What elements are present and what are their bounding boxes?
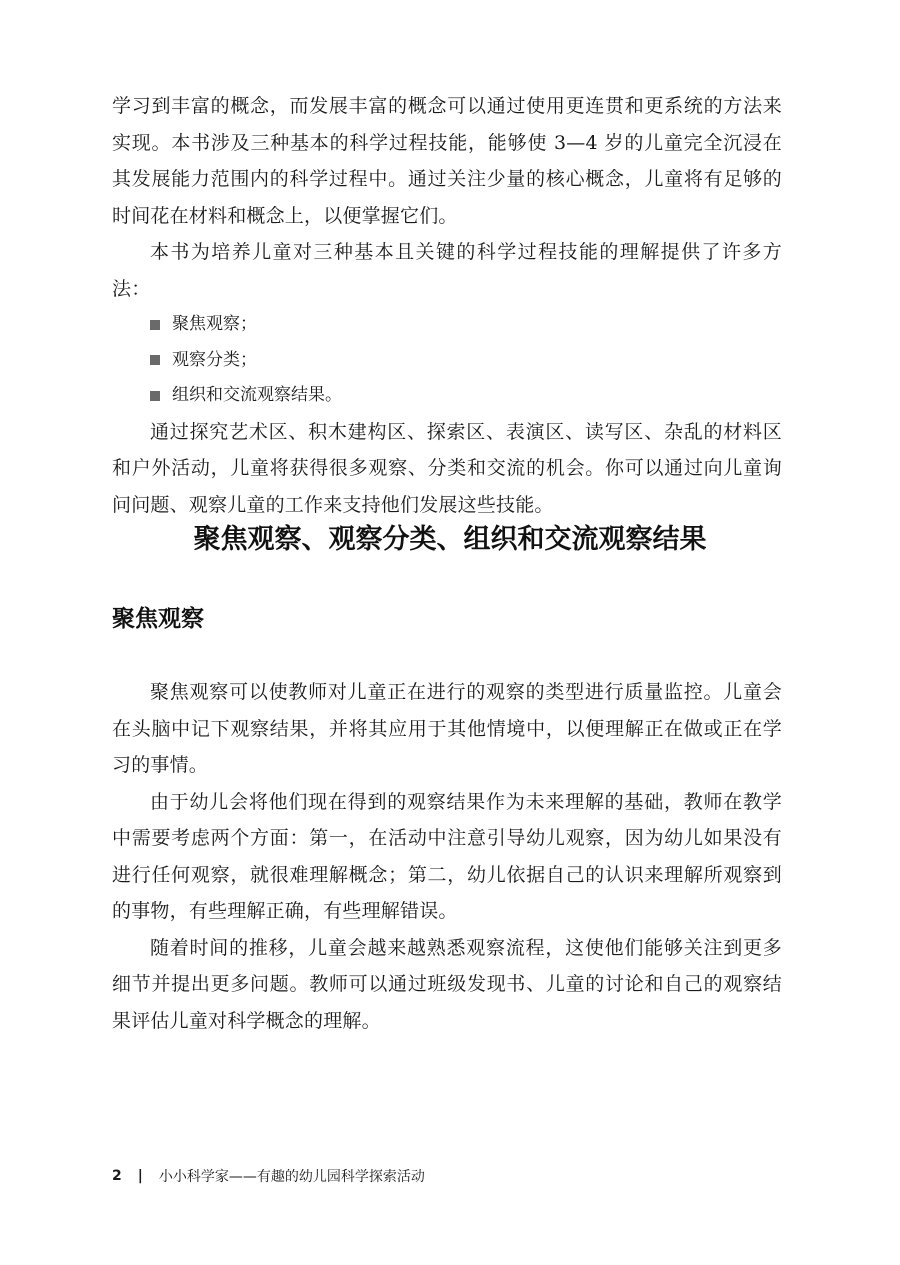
- intro-block: [112, 88, 782, 523]
- section-paragraph-3: 随着时间的推移，儿童会越来越熟悉观察流程，这使他们能够关注到更多细节并提出更多问题。教师可以通过班级发现书、儿童的讨论和自己的观察结果评估儿童对科学概念的理解。: [112, 936, 782, 1032]
- footer-separator: |: [137, 1168, 143, 1184]
- intro-paragraph-1: 学习到丰富的概念，而发展丰富的概念可以通过使用更连贯和更系统的方法来实现。本书涉及三种基本的科学过程技能，能够使 3—4 岁的儿童完全沉浸在其发展能力范围内的科学过程中。通过关注少量的核心概念，儿童将有足够的时间花在材料和概念上，以便掌握它们。: [112, 95, 782, 227]
- section-title: 聚焦观察、观察分类、组织和交流观察结果: [193, 524, 707, 555]
- bullet-text: 聚焦观察；: [172, 314, 257, 334]
- square-bullet-icon: [150, 391, 160, 401]
- book-title: 小小科学家——有趣的幼儿园科学探索活动: [158, 1169, 425, 1185]
- section-body: [112, 674, 782, 1039]
- square-bullet-icon: [150, 320, 160, 330]
- bullet-text: 组织和交流观察结果。: [172, 385, 342, 405]
- page-footer: [112, 1166, 425, 1186]
- section-paragraph-1: 聚焦观察可以使教师对儿童正在进行的观察的类型进行质量监控。儿童会在头脑中记下观察结果，并将其应用于其他情境中，以便理解正在做或正在学习的事情。: [112, 681, 782, 776]
- list-item: [150, 307, 782, 343]
- subsection-title: 聚焦观察: [112, 606, 204, 632]
- intro-paragraph-3: 通过探究艺术区、积木建构区、探索区、表演区、读写区、杂乱的材料区和户外活动，儿童将获得很多观察、分类和交流的机会。你可以通过向儿童询问问题、观察儿童的工作来支持他们发展这些技能。: [112, 420, 782, 516]
- list-item: [150, 378, 782, 414]
- skills-bullet-list: [112, 307, 782, 414]
- list-item: [150, 343, 782, 379]
- square-bullet-icon: [150, 355, 160, 365]
- page-number: 2: [112, 1168, 122, 1184]
- bullet-text: 观察分类；: [172, 349, 257, 370]
- section-paragraph-2: 由于幼儿会将他们现在得到的观察结果作为未来理解的基础，教师在教学中需要考虑两个方面：第一，在活动中注意引导幼儿观察，因为幼儿如果没有进行任何观察，就很难理解概念；第二，幼儿依据自己的认识来理解所观察到的事物，有些理解正确，有些理解错误。: [112, 790, 782, 922]
- intro-paragraph-2: 本书为培养儿童对三种基本且关键的科学过程技能的理解提供了许多方法：: [112, 241, 782, 300]
